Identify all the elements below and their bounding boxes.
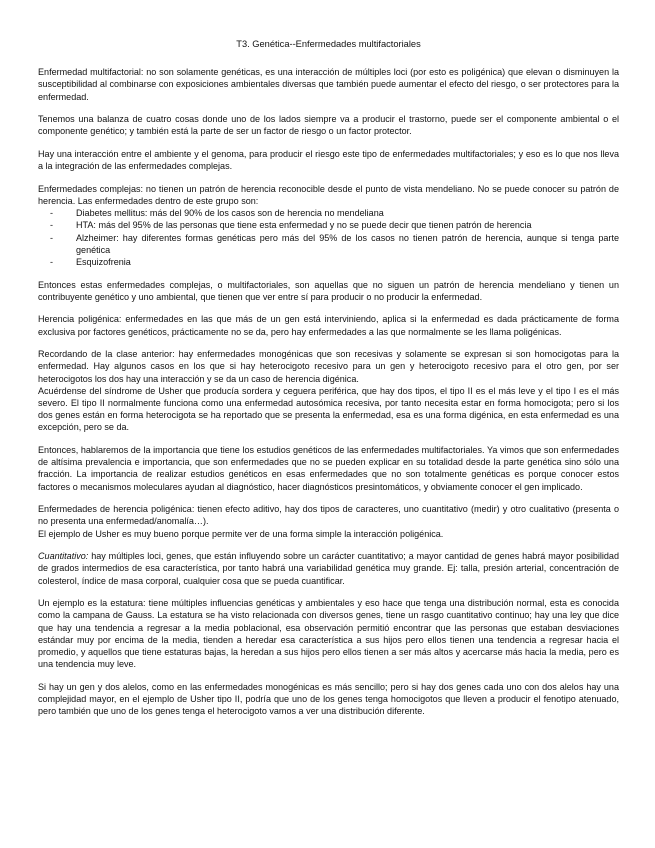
paragraph-interaccion: Hay una interacción entre el ambiente y el genoma, para producir el riesgo este tipo de enfermedades multifactoriales; y eso es lo que nos lleva a la integración de las enfermedades complejas. <box>38 149 619 172</box>
paragraph-estatura: Un ejemplo es la estatura: tiene múltiples influencias genéticas y ambientales y eso hace que tenga una distribución normal, esta es conocida como la campana de Gauss. La estatura se ha visto relacionada con diversos genes, tiene un rasgo cuantitativo continuo; hay una ley que dice que hay una tendencia a regresar a la media poblacional, esa observación permitió encontrar que las personas que estaban desviaciones estándar muy por encima de la media, tienden a heredar esa característica a sus hijos pero ellos tienen una tendencia a regresar hacia el promedio, y aquellos que tiene estaturas bajas, la heredan a sus hijos pero ellos tienen a ser más altos y acercarse más hacia la media, pero es una tendencia muy leve. <box>38 598 619 670</box>
paragraph-importancia: Entonces, hablaremos de la importancia que tiene los estudios genéticos de las enfermedades multifactoriales. Ya vimos que son enfermedades de altísima prevalencia e importancia, que son enfermedades que no se pueden explicar en su totalidad desde la parte genética sino sólo una fracción. La importancia de realizar estudios genéticos en esas enfermedades que no son totalmente genéticas es porque conocer estos factores o mecanismos moleculares ayudan al diagnóstico, hacer diagnósticos presintomáticos, y obviamente conocer el gen implicado. <box>38 445 619 492</box>
paragraph-cuantitativo <box>38 550 619 587</box>
paragraph-herencia-poligenica: Enfermedades de herencia poligénica: tienen efecto aditivo, hay dos tipos de caracteres, uno cuantitativo (medir) y otro cualitativo (presenta o no presenta una enfermedad/anomalía…). <box>38 504 619 527</box>
paragraph-poligenica: Herencia poligénica: enfermedades en las que más de un gen está interviniendo, aplica si la enfermedad es dada prácticamente de forma exclusiva por factores genéticos, prácticamente no se da, pero hay enfermedades a las que normalmente se les llama poligénicas. <box>38 314 619 337</box>
paragraph-usher: Acuérdense del síndrome de Usher que producía sordera y ceguera periférica, que hay dos tipos, el tipo II es el más leve y el tipo I es el más severo. El tipo II normalmente funciona como una enfermedad autosómica recesiva, por tanto necesita estar en forma homocigota; pero si los dos genes están en forma heterocigota se ha reportado que se presenta la enfermedad, esa es una forma digénica, en esta enfermedad es una excepción, pero se da. <box>38 385 619 433</box>
paragraph-entonces: Entonces estas enfermedades complejas, o multifactoriales, son aquellas que no siguen un patrón de herencia mendeliano y tienen un contribuyente genético y uno ambiental, que tienen que ver entre sí para producir o no producir la enfermedad. <box>38 279 619 302</box>
list-item: - Alzheimer: hay diferentes formas genéticas pero más del 95% de los casos no tienen patrón de herencia, aunque si tenga parte genética <box>38 232 619 256</box>
paragraph-complejas: Enfermedades complejas: no tienen un patrón de herencia reconocible desde el punto de vista mendeliano. No se puede conocer su patrón de herencia. Las enfermedades dentro de este grupo son: <box>38 183 619 206</box>
list-item: - Esquizofrenia <box>38 256 619 268</box>
paragraph-recordando: Recordando de la clase anterior: hay enfermedades monogénicas que son recesivas y solamente se expresan si son homocigotas para la enfermedad. Hay algunos casos en los que si hay heterocigoto recesivo para un gen y heterocigoto recesivo para el otro gen, por ser heterocigotos los dos hay una interacción y se da un caso de herencia digénica. <box>38 349 619 384</box>
list-item: - HTA: más del 95% de las personas que tiene esta enfermedad y no se puede decir que tienen patrón de herencia <box>38 219 619 231</box>
list-item: - Diabetes mellitus: más del 90% de los casos son de herencia no mendeliana <box>38 207 619 219</box>
document-title: T3. Genética--Enfermedades multifactoriales <box>236 39 421 49</box>
cuantitativo-text: hay múltiples loci, genes, que están influyendo sobre un carácter cuantitativo; a mayor cantidad de genes habrá mayor posibilidad de grados intermedios de esa característica, por tanto habrá una variabilidad genética muy grande. Ej: talla, presión arterial, concentración de colesterol, índice de masa corporal, cualquier cosa que se pueda cuantificar. <box>38 551 619 586</box>
paragraph-balanza: Tenemos una balanza de cuatro cosas donde uno de los lados siempre va a producir el trastorno, puede ser el componente ambiental o el componente genético; y también está la parte de ser un factor de riesgo o un factor protector. <box>38 114 619 137</box>
disease-list <box>38 207 619 268</box>
paragraph-ejemplo-usher: El ejemplo de Usher es muy bueno porque permite ver de una forma simple la interacción poligénica. <box>38 528 444 539</box>
paragraph-multifactorial: Enfermedad multifactorial: no son solamente genéticas, es una interacción de múltiples loci (por esto es poligénica) que elevan o disminuyen la susceptibilidad al combinarse con exposiciones ambientales diversas que también puede aumentar el efecto del riesgo, o ser protectores para la enfermedad. <box>38 67 619 102</box>
paragraph-alelos: Si hay un gen y dos alelos, como en las enfermedades monogénicas es más sencillo; pero si hay dos genes cada uno con dos alelos hay una complejidad mayor, en el ejemplo de Usher tipo II, podría que uno de los genes tenga homocigotos que lleven a producir el fenotipo atenuado, pero también que uno de los genes tenga el heterocigoto vamos a ver una distribución diferente. <box>38 681 619 717</box>
cuantitativo-label: Cuantitativo: <box>38 551 89 562</box>
